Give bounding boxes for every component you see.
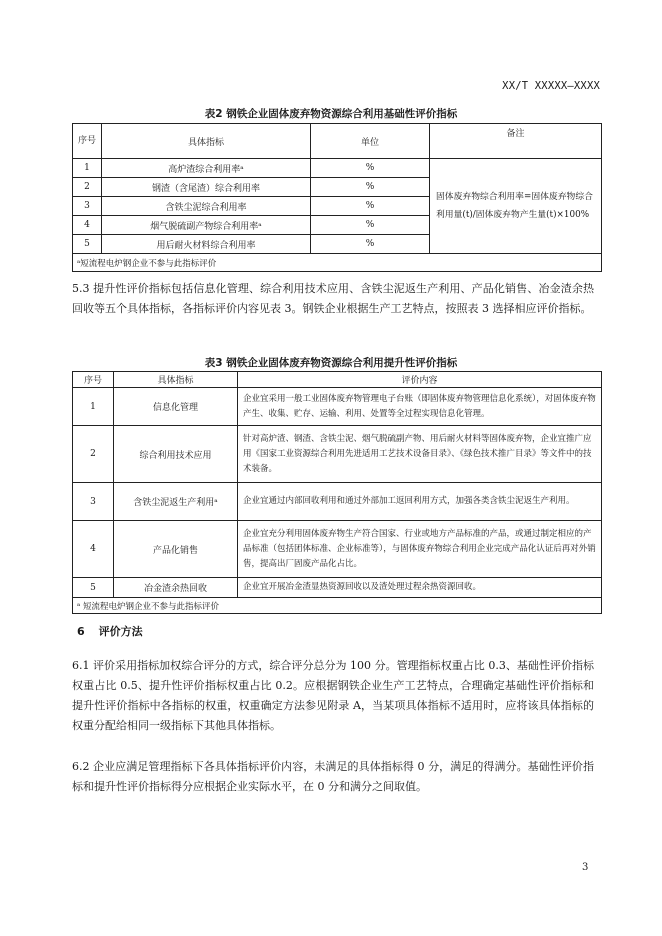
table2-head-indicator: 具体指标: [102, 124, 311, 159]
table-row: [73, 578, 602, 598]
row-indicator: 用后耐火材料综合利用率: [102, 235, 311, 254]
row-no: 5: [73, 235, 102, 254]
row-unit: %: [311, 159, 430, 178]
table-row: [73, 483, 602, 521]
row-content: 企业宜开展冶金渣显热资源回收以及渣处理过程余热资源回收。: [238, 578, 602, 598]
row-no: 2: [73, 178, 102, 197]
table2-note: ᵃ短流程电炉钢企业不参与此指标评价: [73, 254, 602, 272]
row-indicator: 烟气脱硫副产物综合利用率ᵃ: [102, 216, 311, 235]
row-indicator: 产品化销售: [114, 521, 238, 578]
table-row: [73, 388, 602, 426]
table2-head-no: 序号: [73, 124, 102, 159]
table-row: [73, 159, 602, 178]
table3-head-no: 序号: [73, 372, 114, 388]
row-indicator: 信息化管理: [114, 388, 238, 426]
paragraph-5-3: 5.3 提升性评价指标包括信息化管理、综合利用技术应用、含铁尘泥返生产利用、产品化销售、冶金渣余热回收等五个具体指标，各指标评价内容见表 3。钢铁企业根据生产工艺特点，按照表 3 选择相应评价指标。: [72, 282, 594, 315]
row-indicator: 含铁尘泥综合利用率: [102, 197, 311, 216]
row-content: 企业宜通过内部回收利用和通过外部加工返回利用方式，加强各类含铁尘泥返生产利用。: [238, 483, 602, 521]
paragraph-6-2: 6.2 企业应满足管理指标下各具体指标评价内容，未满足的具体指标得 0 分，满足的得满分。基础性评价指标和提升性评价指标得分应根据企业实际水平，在 0 分和满分之间取值。: [72, 760, 594, 793]
row-indicator: 高炉渣综合利用率ᵃ: [102, 159, 311, 178]
row-no: 3: [73, 197, 102, 216]
row-no: 4: [73, 216, 102, 235]
table2: [72, 123, 602, 272]
table-row: [73, 521, 602, 578]
table3-head-indicator: 具体指标: [114, 372, 238, 388]
table-row: [73, 426, 602, 483]
table2-head-unit: 单位: [311, 124, 430, 159]
row-indicator: 钢渣（含尾渣）综合利用率: [102, 178, 311, 197]
row-content: 企业宜充分利用固体废弃物生产符合国家、行业或地方产品标准的产品，或通过制定相应的产品标准（包括团体标准、企业标准等），与固体废弃物综合利用企业完成产品化认证后再对外销售，提高出厂固废产品化占比。: [238, 521, 602, 578]
row-unit: %: [311, 216, 430, 235]
section-title: 评价方法: [98, 625, 143, 638]
row-indicator: 冶金渣余热回收: [114, 578, 238, 598]
row-no: 1: [73, 388, 114, 426]
row-indicator: 含铁尘泥返生产利用ᵃ: [114, 483, 238, 521]
page-number: 3: [582, 862, 589, 873]
table2-head-remark: 备注: [430, 124, 602, 159]
row-unit: %: [311, 197, 430, 216]
section-number: 6: [77, 625, 85, 638]
paragraph-6-1: 6.1 评价采用指标加权综合评分的方式，综合评分总分为 100 分。管理指标权重占比 0.3、基础性评价指标权重占比 0.5、提升性评价指标权重占比 0.2。应根据钢铁企业生产工艺特点，合理确定基础性评价指标和提升性评价指标中各指标的权重，权重确定方法参见附录 A，当某项具体指标不适用时，应将该具体指标的权重分配给相同一级指标下其他具体指标。: [72, 659, 594, 732]
row-no: 1: [73, 159, 102, 178]
row-indicator: 综合利用技术应用: [114, 426, 238, 483]
table2-caption: 表2 钢铁企业固体废弃物资源综合利用基础性评价指标: [204, 108, 458, 120]
table3-note: ᵃ 短流程电炉钢企业不参与此指标评价: [73, 598, 602, 614]
document-code: XX/T XXXXX—XXXX: [502, 80, 600, 92]
table3-head-content: 评价内容: [238, 372, 602, 388]
table3: [72, 371, 602, 614]
row-no: 5: [73, 578, 114, 598]
row-no: 4: [73, 521, 114, 578]
row-no: 3: [73, 483, 114, 521]
row-unit: %: [311, 235, 430, 254]
row-content: 企业宜采用一般工业固体废弃物管理电子台账（即固体废弃物管理信息化系统），对固体废弃物产生、收集、贮存、运输、利用、处置等全过程实现信息化管理。: [238, 388, 602, 426]
row-unit: %: [311, 178, 430, 197]
table2-remark: 固体废弃物综合利用率=固体废弃物综合利用量(t)/固体废弃物产生量(t)×100%: [430, 159, 602, 254]
row-no: 2: [73, 426, 114, 483]
section-6-heading: [77, 623, 143, 639]
table3-caption: 表3 钢铁企业固体废弃物资源综合利用提升性评价指标: [204, 357, 458, 369]
row-content: 针对高炉渣、钢渣、含铁尘泥、烟气脱硫副产物、用后耐火材料等固体废弃物，企业宜推广应用《国家工业资源综合利用先进适用工艺技术设备目录》、《绿色技术推广目录》等文件中的技术装备。: [238, 426, 602, 483]
